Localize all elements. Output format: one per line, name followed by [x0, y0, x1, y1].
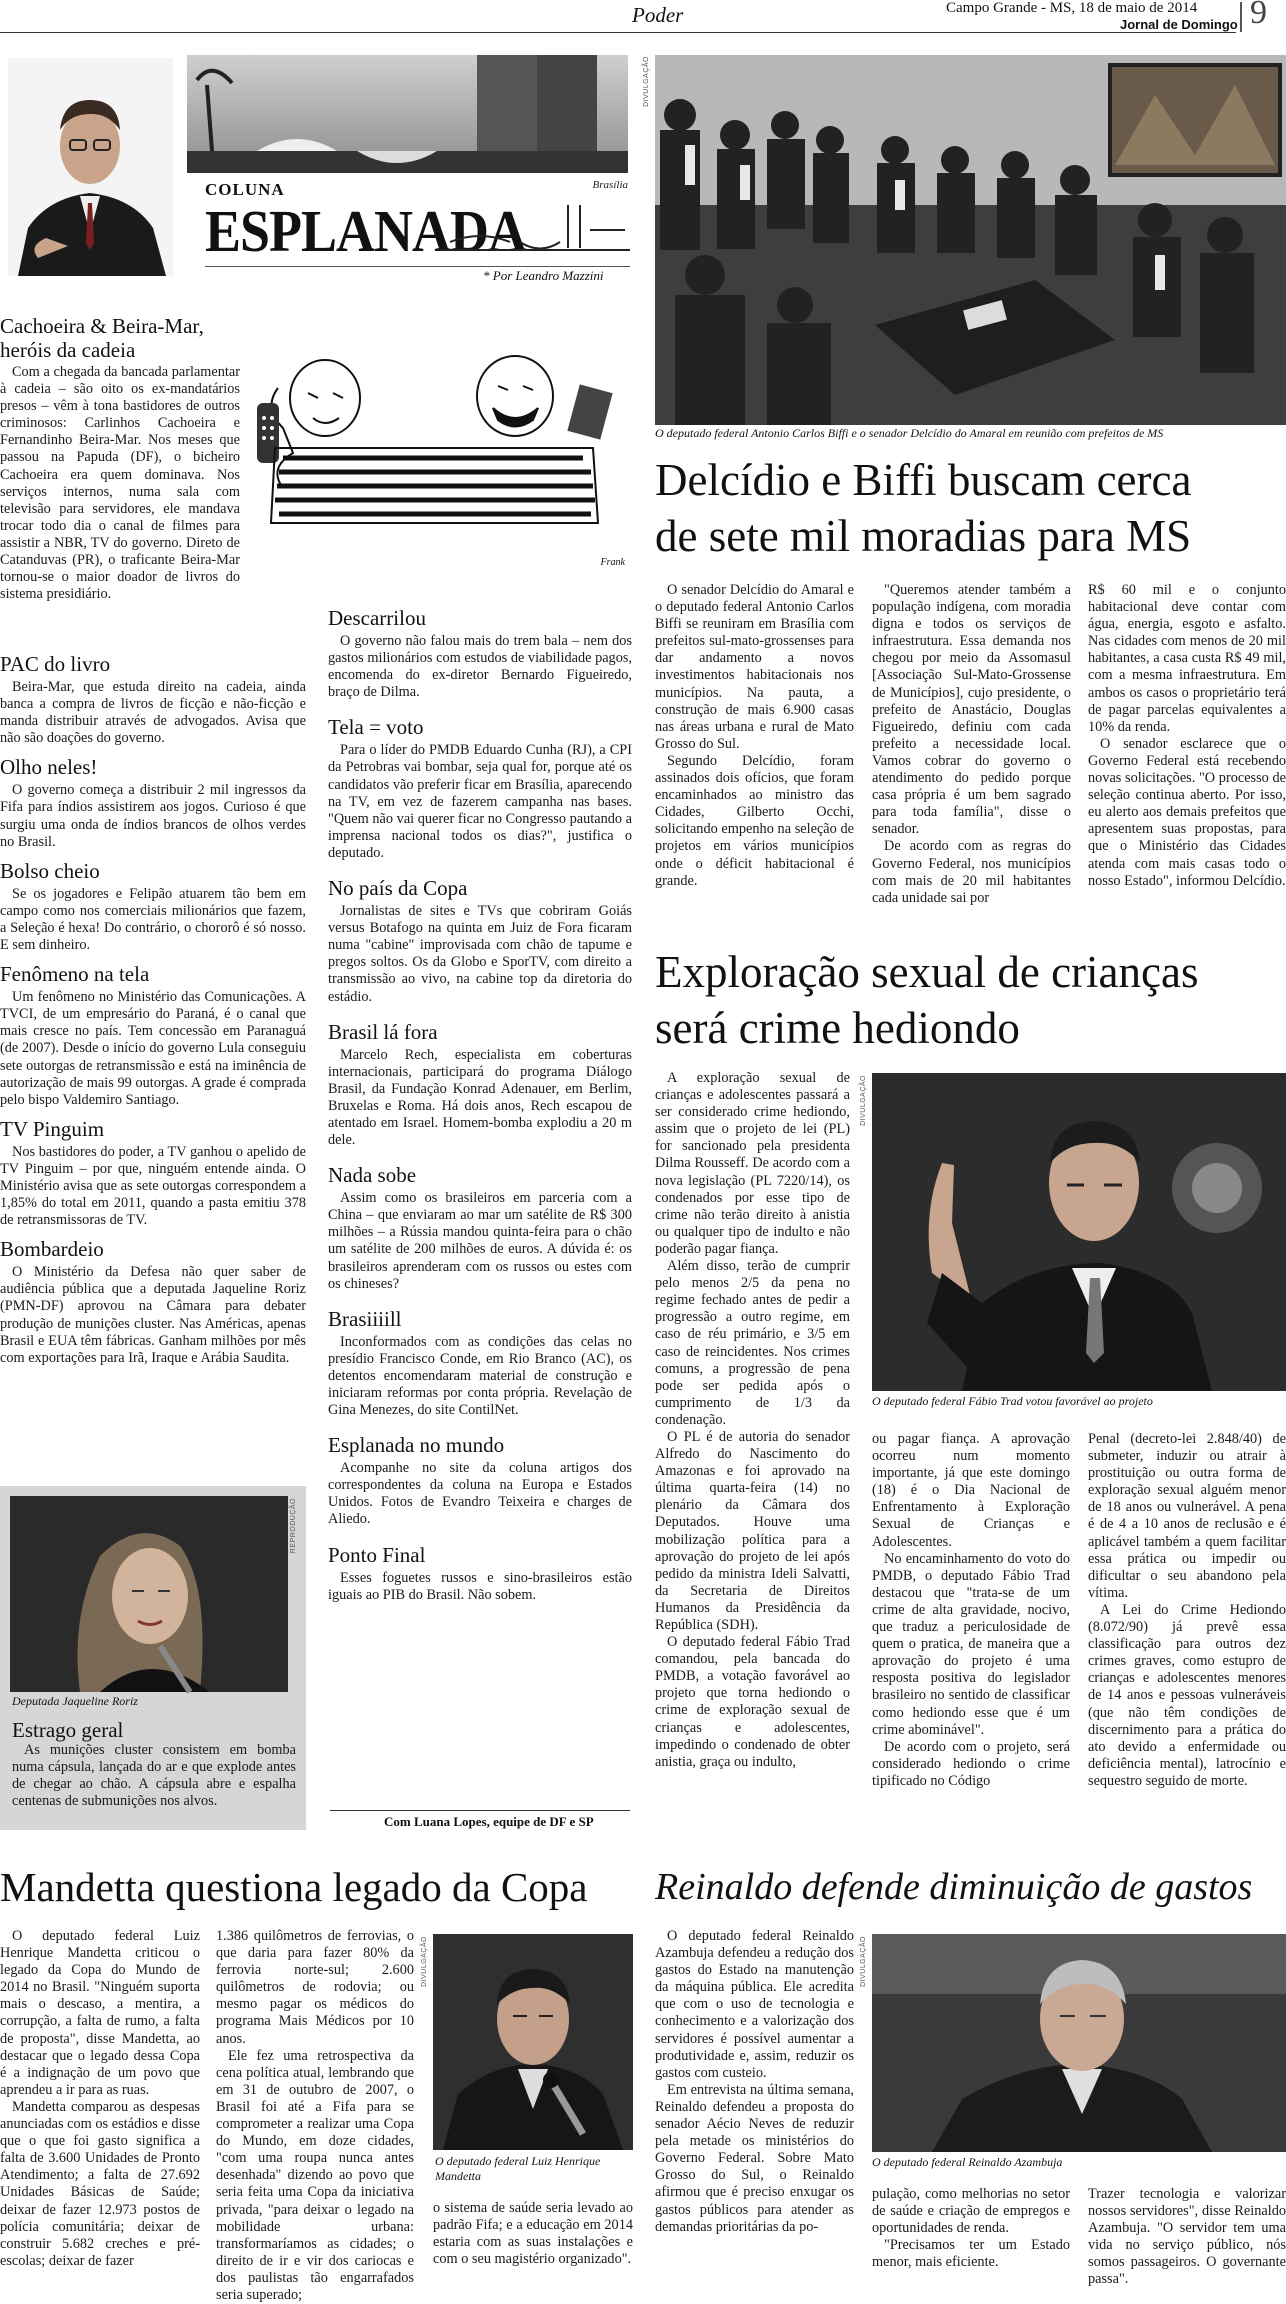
columnist-portrait: [8, 58, 173, 276]
column-item: [328, 1020, 632, 1150]
columnist-photo: [8, 58, 173, 276]
mandetta-photo: [433, 1934, 633, 2150]
story4-headline: Reinaldo defende diminuição de gastos: [655, 1866, 1253, 1908]
column-item-title: PAC do livro: [0, 652, 111, 676]
column-item: [0, 1237, 306, 1367]
reinaldo-photo: [872, 1934, 1286, 2152]
cartoon: [253, 348, 633, 568]
column-left-items-lower: [0, 652, 306, 1375]
photo-location-label: Brasília: [592, 179, 628, 191]
column-item-text: Inconformados com as condições das celas no presídio Francisco Conde, em Rio Branco (AC), os detentos encomendaram material de construção e iniciaram reformas por conta própria. Revelação de Gina Menezes, do site ContilNet.: [328, 1333, 632, 1419]
column-item-text: Acompanhe no site da coluna artigos dos correspondentes da coluna na Europa e Estados Unidos. Fotos de Evandro Teixeira e charges de Aliedo.: [328, 1460, 632, 1528]
column-item-text: Um fenômeno no Ministério das Comunicações. A TVCI, de um empresário do Paraná, é o canal que mais cresce no país. Tem concessão em Paranaguá (de 2007). Desde o início do governo Lula conseguiu sete outorgas de retransmissão e está na iminência de autorização de mais 99 outorgas. A grade é comprada pelo bispo Valdemiro Santiago.: [0, 989, 306, 1108]
column-item: [0, 755, 306, 850]
mandetta-caption: O deputado federal Luiz Henrique Mandetta: [435, 2154, 601, 2183]
column-item-title: TV Pinguim: [0, 1116, 105, 1141]
photo-credit: DIVULGAÇÃO: [860, 1075, 867, 1126]
column-footer-rule: [330, 1810, 630, 1811]
header-rule: [0, 32, 1236, 33]
column-item: [0, 1117, 306, 1229]
column-kicker: COLUNA: [205, 180, 285, 199]
photo-credit: DIVULGAÇÃO: [421, 1936, 428, 1987]
column-byline: * Por Leandro Mazzini: [483, 268, 604, 283]
column-item-title: Bombardeio: [0, 1237, 104, 1262]
fabio-trad-scene: [872, 1073, 1286, 1391]
column-item-title: Descarrilou: [328, 606, 426, 630]
column-item-text: Se os jogadores e Felipão atuarem tão bem em campo como nos comerciais milionários que fazem, a Seleção é hexa! Do contrário, o chororô é só nosso. E sem dinheiro.: [0, 885, 306, 954]
column-item-title: Cachoeira & Beira-Mar, heróis da cadeia: [0, 314, 204, 362]
column-title: ESPLANADA: [205, 198, 527, 264]
fabio-trad-caption: O deputado federal Fábio Trad votou favorável ao projeto: [872, 1394, 1153, 1408]
story1-headline-line2: de sete mil moradias para MS: [655, 511, 1192, 561]
column-item-text: Assim como os brasileiros em parceria com a China – que enviaram ao mar um satélite de R$ 300 milhões – a Rússia mandou quinta-feira para o chão um satélite de 200 milhões de euros. A dúvida é: os brasileiros aprenderam com os russos ou estes com os chineses?: [328, 1190, 632, 1292]
cartoon-signature: Frank: [600, 557, 625, 568]
column-footer-note: Com Luana Lopes, equipe de DF e SP: [384, 1814, 594, 1829]
column-item-text: Nos bastidores do poder, a TV ganhou o apelido de TV Pinguim – por que, ninguém entende ainda. O Ministério avisa que as sete outorgas correspondem a 1,85% do total em 2011, quando a pasta emitiu 378 de retransmissoras de TV.: [0, 1143, 306, 1229]
story1-col1: O senador Delcídio do Amaral e o deputado federal Antonio Carlos Biffi se reuniram em Brasília com prefeitos sul-mato-grossenses para dar andamento a novos investimentos habitacionais nos municípios. Na pauta, a construção de mais 6.900 casas nas áreas urbana e rural de Mato Grosso do Sul. Segundo Delcídio, foram assinados dois ofícios, que foram encaminhados ao ministro das Cidades, Gilberto Occhi, solicitando empenho na seleção de projetos em vários municípios onde o déficit habitacional é grande.: [655, 582, 854, 889]
story3-col2: 1.386 quilômetros de ferrovias, o que daria para fazer 80% da ferrovia norte-sul; 2.600 quilômetros de rodovia; ou mesmo pagar os médicos do programa Mais Médicos por 10 anos. Ele fez uma retrospectiva da cena política atual, lembrando que em 31 de outubro de 2007, o Brasil foi até a Fifa para se comprometer a realizar uma Copa do Mundo, em doze cidades, "com uma roupa nunca antes desenhada" dizendo ao povo que seria feita uma Copa da iniciativa privada, "para deixar o legado na mobilidade urbana: transformaríamos as cidades; o direito de ir e vir dos cariocas e dos paulistas tão engarrafados seria superado;: [216, 1928, 414, 2303]
header-divider: [1240, 2, 1242, 32]
story2-col1: A exploração sexual de crianças e adolescentes passará a ser considerado crime hediondo, assim que o projeto de lei (PL) for sancionado pela presidenta Dilma Rousseff. De acordo com a nova legislação (PL 7220/14), os condenados por esse tipo de crime não terão direito à anistia ou qualquer tipo de indulto e não poderão pagar fiança. Além disso, terão de cumprir pelo menos 2/5 da pena no regime fechado antes de pedir a progressão a outro regime, em caso de réu primário, e 3/5 em caso de reincidentes. Nos crimes comuns, a progressão de pena pode ser pedida após o cumprimento de 1/3 da condenação. O PL é de autoria do senador Alfredo do Nascimento do Amazonas e foi aprovado na última quarta-feira (14) no plenário da Câmara dos Deputados. Houve uma mobilização política para a aprovação do projeto de lei após pedido da ministra Ideli Salvatti, da Secretaria de Direitos Humanos da Presidência da República (SDH). O deputado federal Fábio Trad comandou, pela bancada do PMDB, a votação favorável ao projeto que torna hediondo o crime de exploração sexual de crianças e adolescentes, impedindo o condenado de obter anistia, graça ou indulto,: [655, 1070, 850, 1770]
column-item: [328, 715, 632, 862]
column-item-title: Ponto Final: [328, 1542, 426, 1567]
column-item: [0, 859, 306, 954]
story2-headline: [655, 944, 1286, 1056]
photo-credit: DIVULGAÇÃO: [643, 56, 650, 107]
column-item-title: Nada sobe: [328, 1163, 417, 1188]
story4-col1: O deputado federal Reinaldo Azambuja defendeu a redução dos gastos do Estado na manutenção da máquina pública. Ele acredita que com o uso de tecnologia e conhecimento e a valorização dos servidores é possível aumentar a produtividade e, assim, reduzir os gastos com custeio. Em entrevista na última semana, Reinaldo defendeu a proposta do senador Aécio Neves de reduzir pela metade os ministérios do Governo Federal. Sobre Mato Grosso do Sul, o Reinaldo afirmou que é preciso enxugar os gastos públicos para atender as demandas prioritárias da po-: [655, 1928, 854, 2235]
column-item-text: O governo não falou mais do trem bala – nem dos gastos milionários com estudos de viabilidade pagos, encomenda do ex-diretor Bernardo Figueiredo, braço de Dilma.: [328, 633, 632, 701]
column-item-title: Fenômeno na tela: [0, 962, 150, 987]
jaqueline-caption: Deputada Jaqueline Roriz: [12, 1694, 138, 1708]
column-item: [0, 314, 306, 603]
column-item-text: Com a chegada da bancada parlamentar à cadeia – são oito os ex-mandatários presos – vêm à tona bastidores de outros criminosos: Carlinhos Cachoeira e Fernandinho Beira-Mar. Nos meses que passou na Papuda (DF), o bicheiro Cachoeira era quem dominava. Nos serviços internos, numa sala com televisão para servidores, ele mandava trocar todo dia o canal de filmes para assistir a NBR, TV do governo. Direto de Catanduvas (PR), o traficante Beira-Mar tornou-se o maior doador de livros do sistema presidiário.: [0, 364, 240, 603]
column-item-text: Beira-Mar, que estuda direito na cadeia, ainda banca a compra de livros de ficção e não-ficção e manda distribuir através de advogados. Avisa que não são doações do governo.: [0, 679, 306, 747]
story3-col3: o sistema de saúde seria levado ao padrão Fifa; e a educação em 2014 estaria com as suas instalações e com o seu magistério organizado".: [433, 2200, 633, 2268]
story2-headline-line1: Exploração sexual de crianças: [655, 947, 1199, 997]
column-item: [328, 606, 632, 701]
story3-col1: O deputado federal Luiz Henrique Mandetta criticou o legado da Copa do Mundo de 2014 no Brasil. "Ninguém suporta mais o descaso, a mentira, a corrupção, a falta de rumo, a falta de proposta", disse Mandetta, ao destacar que o legado dessa Copa é a indignação de um povo que aprendeu a ir para as ruas. Mandetta comparou as despesas anunciadas com os estádios e disse que o que foi gasto significa a falta de 3.600 Unidades de Pronto Atendimento; a falta de 27.692 Unidades Básicas de Saúde; deixar de fazer 12.973 postos de polícia comunitária; deixar de construir 5.682 creches e pré-escolas; deixar de fazer: [0, 1928, 200, 2269]
location-date: Campo Grande - MS, 18 de maio de 2014: [946, 0, 1198, 16]
story4-col2: pulação, como melhorias no setor de saúde e criação de empregos e oportunidades de renda. "Precisamos ter um Estado menor, mais eficiente.: [872, 2186, 1070, 2271]
story2-col3: Penal (decreto-lei 2.848/40) de submeter, induzir ou atrair à prostituição ou outra forma de exploração sexual alguém menor de 18 anos ou vulnerável. A pena é de 4 a 10 anos de reclusão e é aplicável também a quem facilitar essa prática ou impedir ou dificultar o seu abandono pela vítima. A Lei do Crime Hediondo (8.072/90) já prevê essa classificação para outros dez crimes graves, como estupro de crianças e adolescentes menores de 14 anos e pessoas vulneráveis (que não têm condições de discernimento para a prática do ato devido a enfermidade ou deficiência mental), latrocínio e sequestro seguido de morte.: [1088, 1431, 1286, 1789]
column-item-text: O governo começa a distribuir 2 mil ingressos da Fifa para índios assistirem aos jogos. Curioso é que surgiu uma onda de índios brancos de olhos verdes no Brasil.: [0, 782, 306, 850]
story1-headline: [655, 452, 1286, 564]
column-item: [328, 1307, 632, 1419]
column-item-title: Olho neles!: [0, 755, 98, 780]
column-item: [328, 1163, 632, 1293]
page-number: 9: [1250, 0, 1267, 31]
column-item-title: Brasiiiill: [328, 1306, 402, 1331]
estrago-text: As munições cluster consistem em bomba numa cápsula, lançada do ar e que explode antes de chegar ao chão. A cápsula abre e espalha centenas de submunições nos alvos.: [12, 1742, 296, 1810]
column-item-title: No país da Copa: [328, 876, 468, 901]
reinaldo-caption: O deputado federal Reinaldo Azambuja: [872, 2155, 1063, 2169]
column-left-items: [0, 314, 306, 611]
column-item-title: Esplanada no mundo: [328, 1433, 505, 1458]
column-item-text: Para o líder do PMDB Eduardo Cunha (RJ), a CPI da Petrobras vai bombar, seja qual for, porque até os candidatos vão preferir ficar em Brasília, aparecendo na TV, em vez de fazerem campanha nas bases. "Quem não vai querer ficar no Congresso pautando a imprensa nacional todos os dias?", justifica o deputado.: [328, 742, 632, 861]
meeting-photo: [655, 55, 1286, 425]
column-item-title: Brasil lá fora: [328, 1019, 438, 1044]
estrago-title: Estrago geral: [12, 1718, 124, 1742]
meeting-caption: O deputado federal Antonio Carlos Biffi e o senador Delcídio do Amaral em reunião com prefeitos de MS: [655, 426, 1164, 440]
congress-line-icon: [440, 200, 630, 260]
column-item-title: Bolso cheio: [0, 858, 100, 883]
story1-col3: R$ 60 mil e o conjunto habitacional deve contar com água, energia, esgoto e asfalto. Nas cidades com menos de 20 mil habitantes, a casa custa R$ 49 mil, com a mesma infraestrutura. Em ambos os casos o proprietário terá de pagar parcelas equivalentes a 10% da renda. O senador esclarece que o Governo Federal está recebendo novas solicitações. "O processo de seleção continua aberto. Por isso, eu alerto aos demais prefeitos que apresentem suas propostas, para que o Ministério das Cidades atenda com mais casas todo o nosso Estado", informou Delcídio.: [1088, 582, 1286, 889]
column-item: [0, 652, 306, 747]
story2-headline-line2: será crime hediondo: [655, 1003, 1020, 1053]
jaqueline-box: [0, 1486, 306, 1830]
photo-credit: REPRODUÇÃO: [290, 1498, 297, 1554]
story1-headline-line1: Delcídio e Biffi buscam cerca: [655, 455, 1192, 505]
column-title-rule: [205, 266, 630, 267]
jaqueline-photo: [10, 1496, 288, 1692]
column-item: [328, 876, 632, 1006]
column-item: [328, 1543, 632, 1604]
story4-col3: Trazer tecnologia e valorizar nossos servidores", disse Reinaldo Azambuja. "O servidor tem uma vida no serviço público, nós somos passageiros. O governante passa".: [1088, 2186, 1286, 2288]
story1-col2: "Queremos atender também a população indígena, com moradia digna e todos os serviços de infraestrutura. Essa demanda nos chegou por meio da Assomasul [Associação Sul-Mato-Grossense de Municípios], cujo presidente, o prefeito de Anastácio, Douglas Figueiredo, definiu com cada prefeito a necessidade local. Vamos cobrar do governo o atendimento do pedido porque casa própria é um bem sagrado para toda família", disse o senador. De acordo com as regras do Governo Federal, nos municípios com mais de 20 mil habitantes cada unidade sai por: [872, 582, 1071, 906]
column-item-text: Jornalistas de sites e TVs que cobriram Goiás versus Botafogo na quinta em Juiz de Fora ficaram numa "cabine" improvisada com chão de tapume e pregos soltos. Os da Globo e SporTV, com direito a transmissão ao vivo, na cabine top da diretoria do estádio.: [328, 903, 632, 1005]
column-right-items: [328, 606, 632, 1612]
column-item: [0, 962, 306, 1109]
page-header: [0, 0, 1286, 34]
story3-headline: Mandetta questiona legado da Copa: [0, 1864, 588, 1910]
column-item-title: Tela = voto: [328, 715, 424, 740]
reinaldo-scene: [872, 1934, 1286, 2152]
newspaper-name: Jornal de Domingo: [1120, 17, 1238, 32]
column-item-text: Marcelo Rech, especialista em coberturas internacionais, participará do programa Diálogo Brasil, da Fundação Konrad Adenauer, em Berlim, Bruxelas e Roma. Há dois anos, Rech escapou de atentado em Israel. Homem-bomba explodiu a 20 m dele.: [328, 1046, 632, 1149]
column-item-text: O Ministério da Defesa não quer saber de audiência pública que a deputada Jaqueline Roriz (PMN-DF) aprovou na Câmara para debater produção de munições cluster. Nas Américas, apenas Brasil e EUA têm fábricas. Ganham milhões por mês com exportações para Irã, Iraque e Arábia Saudita.: [0, 1264, 306, 1366]
jaqueline-portrait: [10, 1496, 288, 1692]
story2-col2: ou pagar fiança. A aprovação ocorreu num momento importante, já que este domingo (18) é o Dia Nacional de Enfrentamento à Exploração Sexual de Crianças e Adolescentes. No encaminhamento do voto do PMDB, o deputado Fábio Trad destacou que "trata-se de um crime de alta gravidade, nocivo, que traduz a periculosidade de quem o pratica, de maneira que a aprovação do projeto é uma resposta positiva do legislador brasileiro no sentido de classificar como hediondo esse que é um crime abominável". De acordo com o projeto, será considerado hediondo o crime tipificado no Código: [872, 1431, 1070, 1789]
meeting-scene: [655, 55, 1286, 425]
cartoon-drawing: [253, 348, 633, 568]
section-name: Poder: [632, 3, 684, 27]
fabio-trad-photo: [872, 1073, 1286, 1391]
column-item: [328, 1433, 632, 1528]
column-item-text: Esses foguetes russos e sino-brasileiros estão iguais ao PIB do Brasil. Não sobem.: [328, 1569, 632, 1603]
photo-credit: DIVULGAÇÃO: [860, 1936, 867, 1987]
mandetta-scene: [433, 1934, 633, 2150]
